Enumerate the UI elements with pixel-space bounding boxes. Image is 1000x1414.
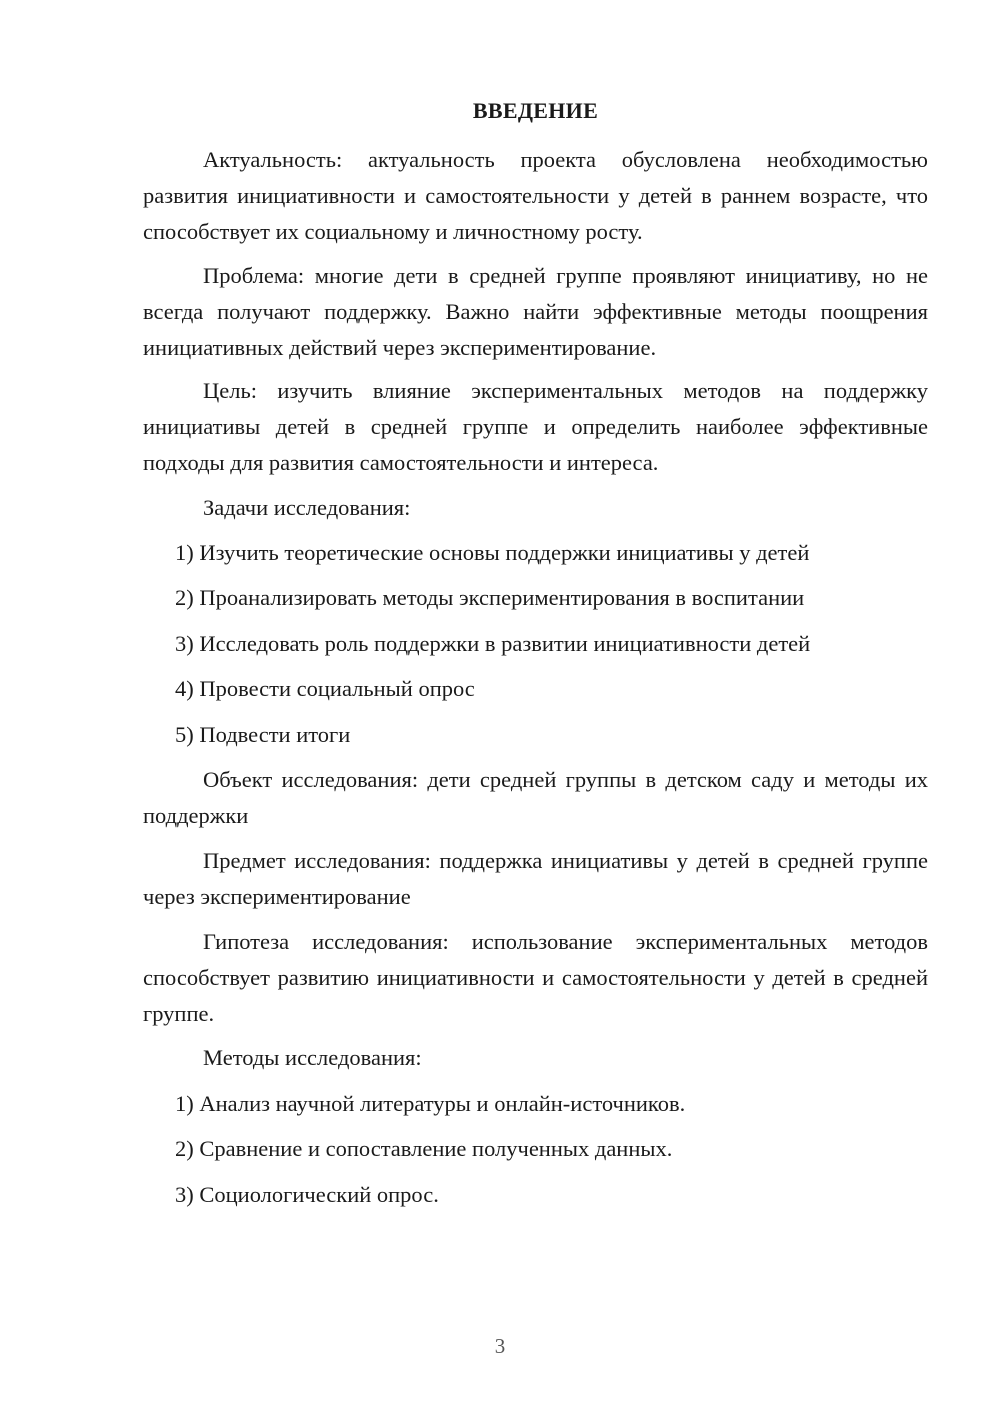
method-item: 2) Сравнение и сопоставление полученных данных.	[175, 1136, 673, 1161]
task-item: 2) Проанализировать методы экспериментирования в воспитании	[175, 585, 805, 610]
tasks-label: Задачи исследования:	[203, 495, 411, 520]
problem-paragraph: Проблема: многие дети в средней группе проявляют инициативу, но не всегда получают поддержку. Важно найти эффективные методы поощрения инициативных действий через экспериментирование.	[143, 263, 928, 360]
task-item: 1) Изучить теоретические основы поддержки инициативы у детей	[175, 540, 810, 565]
methods-label: Методы исследования:	[203, 1045, 422, 1070]
method-item: 3) Социологический опрос.	[175, 1182, 439, 1207]
task-item: 4) Провести социальный опрос	[175, 676, 475, 701]
page-number: 3	[494, 1334, 506, 1358]
relevance-paragraph: Актуальность: актуальность проекта обусловлена необходимостью развития инициативности и самостоятельности у детей в раннем возрасте, что способствует их социальному и личностному росту.	[143, 147, 928, 244]
object-paragraph: Объект исследования: дети средней группы в детском саду и методы их поддержки	[143, 767, 928, 828]
method-item: 1) Анализ научной литературы и онлайн-источников.	[175, 1091, 686, 1116]
task-item: 5) Подвести итоги	[175, 722, 351, 747]
goal-paragraph: Цель: изучить влияние экспериментальных методов на поддержку инициативы детей в средней группе и определить наиболее эффективные подходы для развития самостоятельности и интереса.	[143, 378, 928, 475]
section-title: ВВЕДЕНИЕ	[472, 98, 599, 123]
hypothesis-paragraph: Гипотеза исследования: использование экспериментальных методов способствует развитию инициативности и самостоятельности у детей в средней группе.	[143, 929, 928, 1026]
task-item: 3) Исследовать роль поддержки в развитии инициативности детей	[175, 631, 811, 656]
subject-paragraph: Предмет исследования: поддержка инициативы у детей в средней группе через экспериментирование	[143, 848, 928, 909]
